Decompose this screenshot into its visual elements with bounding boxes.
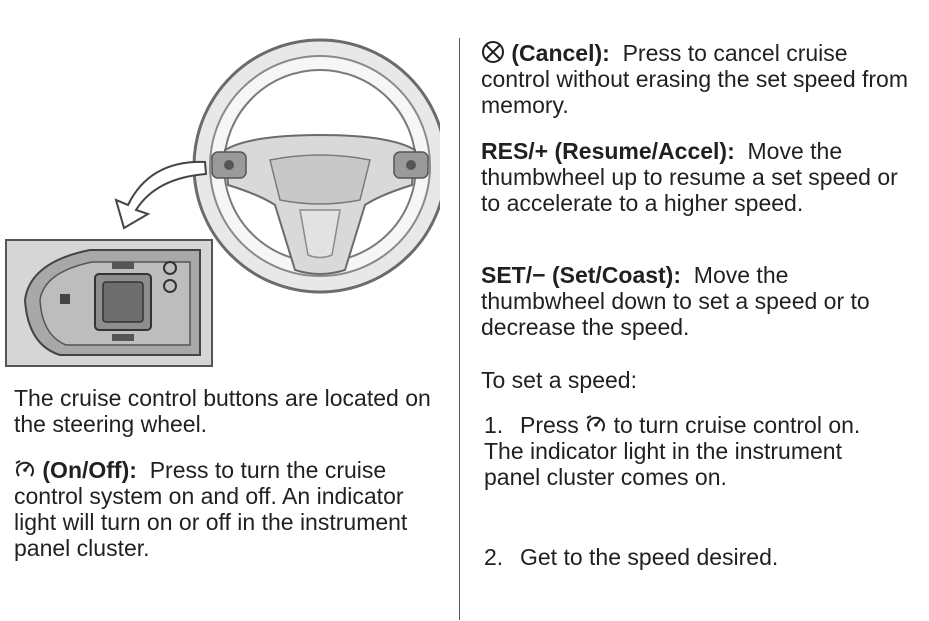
cancel-text: Press to cancel cruise control without erasing the set speed from memory. [481, 40, 909, 118]
onoff-paragraph [14, 457, 444, 561]
cancel-paragraph [481, 40, 921, 118]
cruise-onoff-icon [585, 414, 607, 436]
step-2-number: 2. [484, 544, 504, 570]
onoff-text: Press to turn the cruise control system on and off. An indicator light will turn on or off in the instrument panel cluster. [14, 457, 408, 561]
cruise-buttons-closeup [6, 240, 212, 366]
step-1 [484, 412, 884, 490]
step-2 [484, 544, 884, 570]
cruise-onoff-icon [14, 459, 36, 481]
cancel-label: (Cancel): [511, 40, 610, 66]
to-set-heading: To set a speed: [481, 367, 637, 393]
set-text: Move the thumbwheel down to set a speed or to decrease the speed. [481, 262, 870, 340]
onoff-label: (On/Off): [42, 457, 137, 483]
resume-paragraph [481, 138, 911, 216]
step-2-text: Get to the speed desired. [520, 544, 779, 570]
step-1-before: Press [520, 412, 579, 438]
pointer-arrow-icon [116, 162, 206, 228]
intro-paragraph: The cruise control buttons are located on the steering wheel. [14, 385, 431, 437]
set-paragraph [481, 262, 911, 340]
set-label: SET/− (Set/Coast): [481, 262, 682, 288]
steering-wheel-icon [194, 40, 440, 292]
step-1-text: to turn cruise control on. The indicator light in the instrument panel cluster comes on. [484, 412, 861, 490]
resume-label: RES/+ (Resume/Accel): [481, 138, 735, 164]
cruise-control-illustration [0, 0, 440, 372]
cancel-icon [481, 40, 505, 64]
resume-text: Move the thumbwheel up to resume a set speed or to accelerate to a higher speed. [481, 138, 898, 216]
column-divider [459, 38, 460, 620]
step-1-number: 1. [484, 412, 504, 438]
